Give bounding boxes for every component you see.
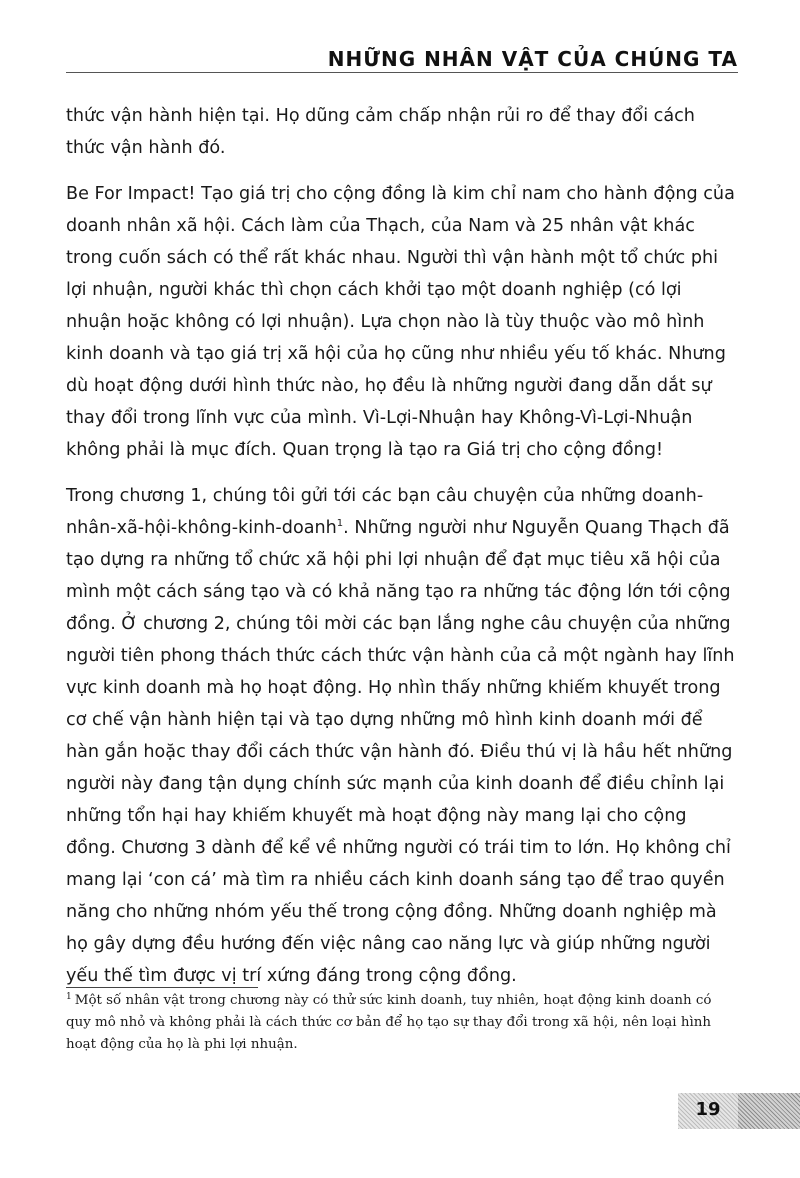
body-text (66, 100, 738, 992)
footnote-rule (66, 987, 258, 988)
page-number: 19 (695, 1099, 721, 1120)
paragraph-3-start: Trong chương 1, chúng tôi gửi tới các bạn câu chuyện của những doanh-nhân-xã-hội-không-kinh-doanh (66, 486, 704, 538)
paragraph-3-end: . Những người như Nguyễn Quang Thạch đã tạo dựng ra những tổ chức xã hội phi lợi nhuận để đạt mục tiêu xã hội của mình một cách sáng tạo và có khả năng tạo ra những tác động lớn tới cộng đồng. Ở chương 2, chúng tôi mời các bạn lắng nghe câu chuyện của những người tiên phong thách thức cách thức vận hành của cả một ngành hay lĩnh vực kinh doanh mà họ hoạt động. Họ nhìn thấy những khiếm khuyết trong cơ chế vận hành hiện tại và tạo dựng những mô hình kinh doanh mới để hàn gắn hoặc thay đổi cách thức vận hành đó. Điều thú vị là hầu hết những người này đang tận dụng chính sức mạnh của kinh doanh để điều chỉnh lại những tổn hại hay khiếm khuyết mà hoạt động này mang lại cho cộng đồng. Chương 3 dành để kể về những người có trái tim to lớn. Họ không chỉ mang lại ‘con cá’ mà tìm ra nhiều cách kinh doanh sáng tạo để trao quyền năng cho những nhóm yếu thế trong cộng đồng. Những doanh nghiệp mà họ gây dựng đều hướng đến việc nâng cao năng lực và giúp những người yếu thế tìm được vị trí xứng đáng trong cộng đồng. (66, 518, 735, 986)
footnote-reference[interactable]: 1 (336, 518, 344, 530)
paragraph-2: Be For Impact! Tạo giá trị cho cộng đồng là kim chỉ nam cho hành động của doanh nhân xã hội. Cách làm của Thạch, của Nam và 25 nhân vật khác trong cuốn sách có thể rất khác nhau. Người thì vận hành một tổ chức phi lợi nhuận, người khác thì chọn cách khởi tạo một doanh nghiệp (có lợi nhuận hoặc không có lợi nhuận). Lựa chọn nào là tùy thuộc vào mô hình kinh doanh và tạo giá trị xã hội của họ cũng như nhiều yếu tố khác. Nhưng dù hoạt động dưới hình thức nào, họ đều là những người đang dẫn dắt sự thay đổi trong lĩnh vực của mình. Vì-Lợi-Nhuận hay Không-Vì-Lợi-Nhuận không phải là mục đích. Quan trọng là tạo ra Giá trị cho cộng đồng! (66, 184, 735, 460)
header-rule (66, 72, 738, 73)
footnote-text: Một số nhân vật trong chương này có thử sức kinh doanh, tuy nhiên, hoạt động kinh doanh có quy mô nhỏ và không phải là cách thức cơ bản để họ tạo sự thay đổi trong xã hội, nên loại hình hoạt động của họ là phi lợi nhuận. (66, 993, 712, 1052)
paragraph-3 (66, 480, 738, 992)
page-number-tab (678, 1093, 800, 1129)
paragraph-1: thức vận hành hiện tại. Họ dũng cảm chấp nhận rủi ro để thay đổi cách thức vận hành đó. (66, 106, 695, 158)
footnote (66, 990, 738, 1056)
footnote-mark: 1 (66, 991, 72, 1002)
running-header-title: NHỮNG NHÂN VẬT CỦA CHÚNG TA (327, 47, 738, 71)
